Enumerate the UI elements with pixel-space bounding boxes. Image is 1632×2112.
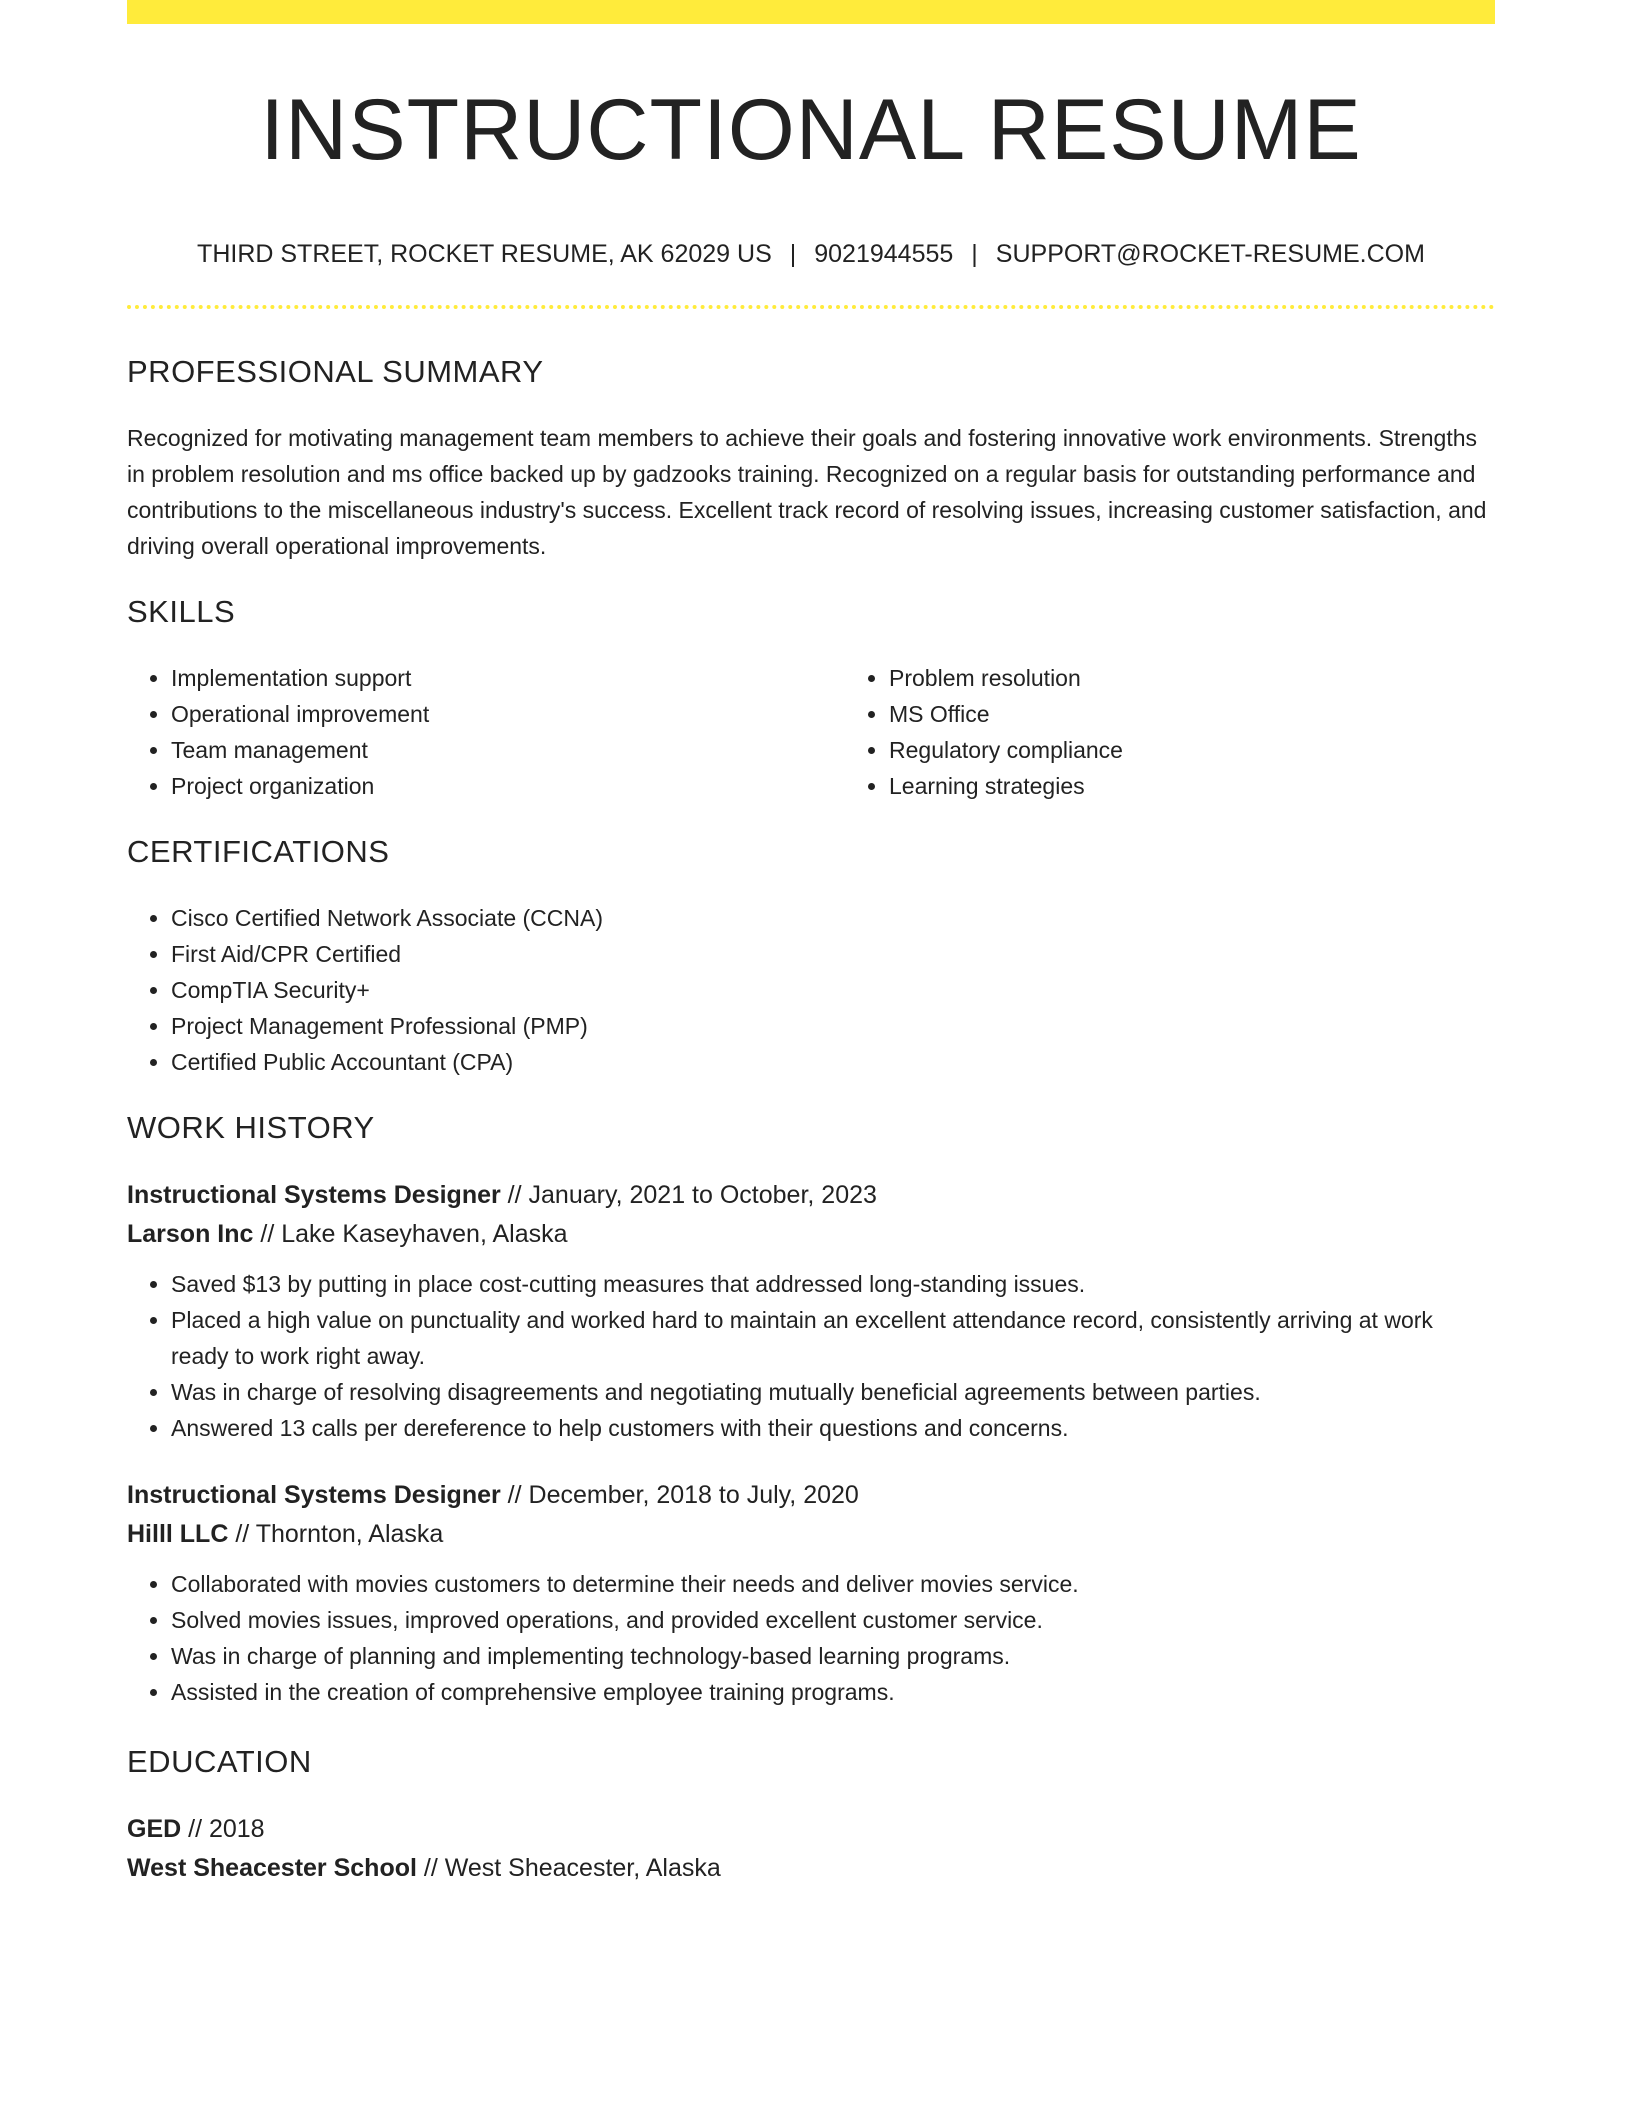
top-accent-bar	[127, 0, 1495, 24]
work-history-section	[127, 1106, 1495, 1710]
education-school-line	[127, 1849, 1495, 1888]
summary-section	[127, 350, 1495, 564]
contact-line	[127, 236, 1495, 272]
job-bullet: • Was in charge of planning and implementing technology-based learning programs.	[171, 1638, 1495, 1674]
job-entry	[127, 1176, 1495, 1446]
section-heading: SKILLS	[127, 594, 236, 629]
skills-list-left	[127, 660, 845, 804]
dotted-divider	[127, 305, 1495, 309]
education-school: West Sheacester School	[127, 1854, 417, 1882]
job-bullet: • Was in charge of resolving disagreements and negotiating mutually beneficial agreements between parties.	[171, 1374, 1495, 1410]
resume-content	[127, 350, 1495, 1914]
job-bullet: • Answered 13 calls per dereference to help customers with their questions and concerns.	[171, 1410, 1495, 1446]
section-heading: PROFESSIONAL SUMMARY	[127, 354, 544, 389]
education-location: // West Sheacester, Alaska	[416, 1854, 721, 1882]
contact-separator: |	[971, 240, 978, 268]
certification-item: • Project Management Professional (PMP)	[171, 1008, 1495, 1044]
job-company: Hilll LLC	[127, 1520, 229, 1548]
certification-item: • Cisco Certified Network Associate (CCNA)	[171, 900, 1495, 936]
job-bullet: • Assisted in the creation of comprehensive employee training programs.	[171, 1674, 1495, 1710]
skill-item: • Team management	[171, 732, 845, 768]
certification-item: • CompTIA Security+	[171, 972, 1495, 1008]
section-heading: WORK HISTORY	[127, 1110, 375, 1145]
job-bullet: • Solved movies issues, improved operations, and provided excellent customer service.	[171, 1602, 1495, 1638]
section-heading: CERTIFICATIONS	[127, 834, 390, 869]
job-bullet: • Saved $13 by putting in place cost-cutting measures that addressed long-standing issues.	[171, 1266, 1495, 1302]
certification-item: • First Aid/CPR Certified	[171, 936, 1495, 972]
skills-section	[127, 590, 1495, 804]
job-title-line	[127, 1176, 1495, 1215]
contact-email: SUPPORT@ROCKET-RESUME.COM	[995, 240, 1425, 268]
job-bullets	[127, 1566, 1495, 1710]
job-title: Instructional Systems Designer	[127, 1181, 501, 1209]
certification-item: • Certified Public Accountant (CPA)	[171, 1044, 1495, 1080]
job-bullet: • Collaborated with movies customers to determine their needs and deliver movies service.	[171, 1566, 1495, 1602]
education-section	[127, 1740, 1495, 1888]
job-bullet: • Placed a high value on punctuality and worked hard to maintain an excellent attendance record, consistently arriving at work ready to work right away.	[171, 1302, 1495, 1374]
job-bullets	[127, 1266, 1495, 1446]
skill-item: • Learning strategies	[889, 768, 1563, 804]
certifications-section	[127, 830, 1495, 1080]
job-company: Larson Inc	[127, 1220, 254, 1248]
job-dates: // December, 2018 to July, 2020	[500, 1481, 859, 1509]
job-company-line	[127, 1215, 1495, 1254]
contact-address: THIRD STREET, ROCKET RESUME, AK 62029 US	[197, 240, 772, 268]
education-year: // 2018	[181, 1815, 265, 1843]
job-dates: // January, 2021 to October, 2023	[500, 1181, 877, 1209]
skill-item: • Project organization	[171, 768, 845, 804]
certifications-list	[127, 900, 1495, 1080]
skills-grid	[127, 660, 1495, 804]
skill-item: • Regulatory compliance	[889, 732, 1563, 768]
job-title-line	[127, 1476, 1495, 1515]
section-heading: EDUCATION	[127, 1744, 312, 1779]
job-entry	[127, 1476, 1495, 1710]
skill-item: • Problem resolution	[889, 660, 1563, 696]
skill-item: • Implementation support	[171, 660, 845, 696]
job-title: Instructional Systems Designer	[127, 1481, 501, 1509]
skill-item: • MS Office	[889, 696, 1563, 732]
job-location: // Thornton, Alaska	[228, 1520, 444, 1548]
contact-separator: |	[789, 240, 797, 268]
education-degree: GED	[127, 1815, 182, 1843]
resume-name: INSTRUCTIONAL RESUME	[260, 82, 1362, 178]
summary-text: Recognized for motivating management team members to achieve their goals and fostering innovative work environments. Strengths in problem resolution and ms office backed up by gadzooks training. Recognized on a regular basis for outstanding performance and contributions to the miscellaneous industry's success. Excellent track record of resolving issues, increasing customer satisfaction, and driving overall operational improvements.	[127, 425, 1487, 559]
contact-phone: 9021944555	[814, 240, 954, 268]
job-company-line	[127, 1515, 1495, 1554]
job-location: // Lake Kaseyhaven, Alaska	[253, 1220, 568, 1248]
skills-list-right	[845, 660, 1563, 804]
education-degree-line	[127, 1810, 1495, 1849]
skill-item: • Operational improvement	[171, 696, 845, 732]
